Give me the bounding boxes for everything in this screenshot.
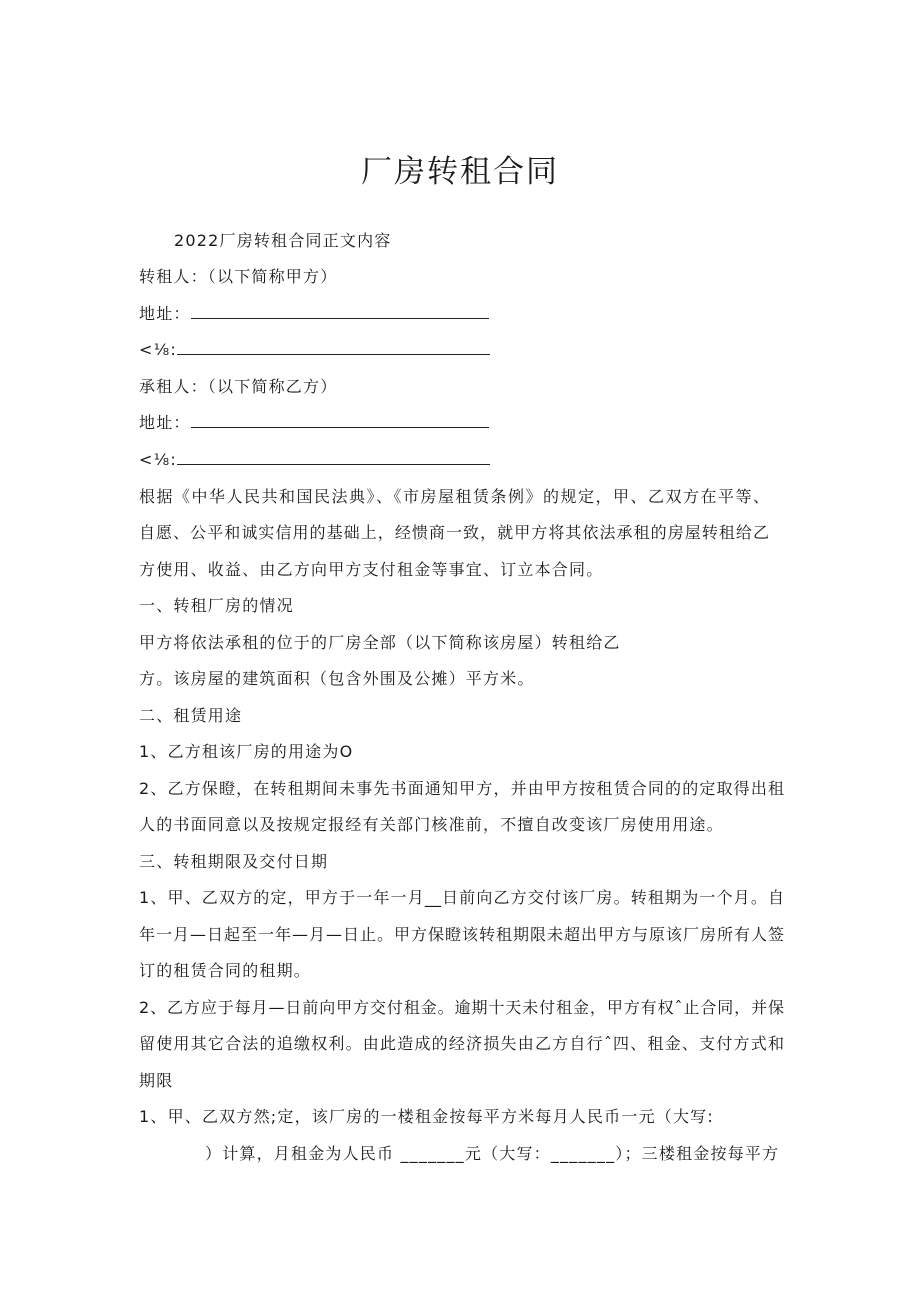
address-label-2: 地址： [139, 413, 191, 432]
section-1-line-2: 方。该房屋的建筑面积（包含外围及公摊）平方米。 [139, 669, 535, 688]
preamble-line-1: 根据《中华人民共和国民法典》、《市房屋租赁条例》的规定，甲、乙双方在平等、 [139, 487, 769, 506]
section-3-item-2-line-1: 2、乙方应于每月—日前向甲方交付租金。逾期十天未付租金，甲方有权ˆ止合同，并保 [139, 998, 784, 1017]
tel-label-1: <⅛: [139, 340, 177, 359]
preamble-line-3: 方使用、收益、由乙方向甲方支付租金等事宜、订立本合同。 [139, 560, 604, 579]
tel-line-2 [139, 450, 490, 470]
address-blank-1 [191, 304, 489, 319]
preamble-line-2: 自愿、公平和诚实信用的基础上，经愦商一致，就甲方将其依法承租的房屋转租给乙 [139, 523, 769, 542]
lessee-line: 承租人：（以下简称乙方） [139, 377, 338, 396]
address-line-2 [139, 413, 489, 433]
document-subtitle: 2022厂房转租合同正文内容 [174, 231, 392, 250]
address-line-1 [139, 304, 489, 324]
section-3-item-2-line-3: 期限 [139, 1071, 174, 1090]
tel-blank-1 [177, 340, 490, 355]
tel-line-1 [139, 340, 490, 360]
section-3-heading: 三、转租期限及交付日期 [139, 852, 329, 871]
section-3-item-1-line-2: 年一月—日起至一年—月—日止。甲方保瞪该转租期限未超出甲方与原该厂房所有人签 [139, 925, 784, 944]
address-blank-2 [191, 413, 489, 428]
section-3-item-1-line-3: 订的租赁合同的租期。 [139, 961, 312, 980]
tel-label-2: <⅛: [139, 450, 177, 469]
section-2-item-2-line-2: 人的书面同意以及按规定报经有关部门核准前，不擅自改变该厂房使用用途。 [139, 815, 724, 834]
sublessor-line: 转租人：（以下简称甲方） [139, 267, 338, 286]
section-1-heading: 一、转租厂房的情况 [139, 596, 294, 615]
section-3-item-2-line-2: 留使用其它合法的追缴权利。由此造成的经济损失由乙方自行ˆ四、租金、支付方式和 [139, 1034, 784, 1053]
section-3-item-1-line-1: 1、甲、乙双方的定，甲方于一年一月__日前向乙方交付该厂房。转租期为一个月。自 [139, 888, 784, 907]
section-2-heading: 二、租赁用途 [139, 706, 243, 725]
document-title: 厂房转租合同 [361, 154, 559, 190]
address-label-1: 地址： [139, 304, 191, 323]
section-1-line-1: 甲方将依法承租的位于的厂房全部（以下简称该房屋）转租给乙 [139, 633, 621, 652]
section-2-item-2-line-1: 2、乙方保瞪，在转租期间未事先书面通知甲方，并由甲方按租赁合同的的定取得出租 [139, 779, 784, 798]
section-2-item-1: 1、乙方租该厂房的用途为O [139, 742, 354, 761]
section-4-item-1-line-1: 1、甲、乙双方然;定，该厂房的一楼租金按每平方米每月人民币一元（大写: [139, 1107, 714, 1126]
tel-blank-2 [177, 450, 490, 465]
section-4-item-1-line-2: ）计算，月租金为人民币 _______元（大写：_______）；三楼租金按每平方 [205, 1144, 780, 1163]
